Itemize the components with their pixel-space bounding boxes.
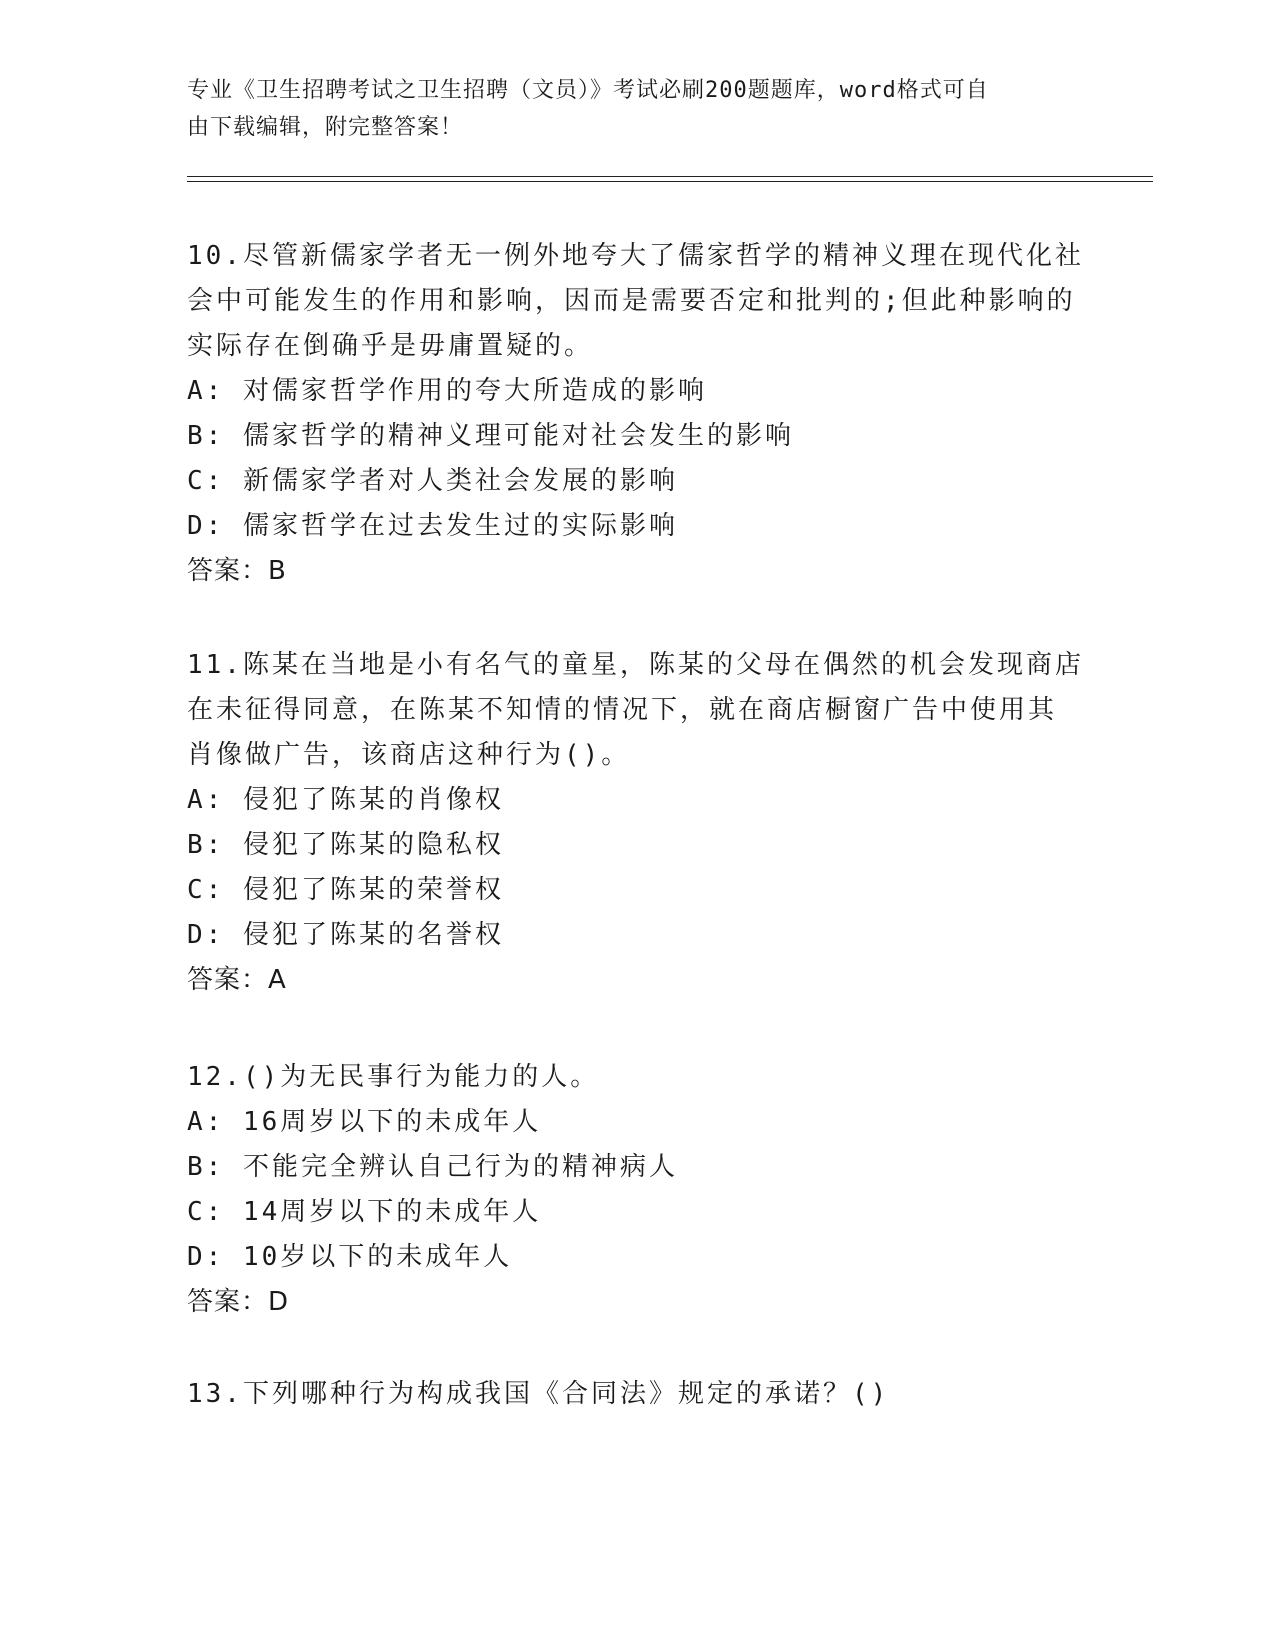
header-divider — [187, 176, 1153, 177]
option-c: C: 侵犯了陈某的荣誉权 — [187, 875, 504, 905]
answer-line: 答案：A — [187, 965, 287, 995]
option-c: C: 新儒家学者对人类社会发展的影响 — [187, 466, 678, 496]
header-line: 专业《卫生招聘考试之卫生招聘（文员）》考试必刷200题题库，word格式可自 — [187, 78, 989, 103]
question-stem-line: 12.()为无民事行为能力的人。 — [187, 1062, 600, 1092]
option-b: B: 儒家哲学的精神义理可能对社会发生的影响 — [187, 421, 794, 451]
header-divider — [187, 181, 1153, 182]
option-c: C: 14周岁以下的未成年人 — [187, 1197, 542, 1227]
question-stem-line: 实际存在倒确乎是毋庸置疑的。 — [187, 331, 594, 361]
option-d: D: 10岁以下的未成年人 — [187, 1242, 513, 1272]
question-stem-line: 会中可能发生的作用和影响，因而是需要否定和批判的;但此种影响的 — [187, 286, 1076, 316]
option-a: A: 对儒家哲学作用的夸大所造成的影响 — [187, 376, 707, 406]
document-header — [187, 72, 1087, 146]
option-b: B: 侵犯了陈某的隐私权 — [187, 830, 504, 860]
question-11 — [187, 643, 1087, 1003]
option-b: B: 不能完全辨认自己行为的精神病人 — [187, 1152, 678, 1182]
question-stem-line: 在未征得同意，在陈某不知情的情况下，就在商店橱窗广告中使用其 — [187, 695, 1058, 725]
question-10 — [187, 234, 1087, 594]
question-12 — [187, 1055, 1087, 1325]
question-stem-line: 肖像做广告，该商店这种行为()。 — [187, 740, 631, 770]
question-stem-line: 13.下列哪种行为构成我国《合同法》规定的承诺？() — [187, 1379, 890, 1409]
option-a: A: 侵犯了陈某的肖像权 — [187, 785, 504, 815]
answer-line: 答案：B — [187, 556, 287, 586]
question-stem-line: 10.尽管新儒家学者无一例外地夸大了儒家哲学的精神义理在现代化社 — [187, 241, 1084, 271]
header-line: 由下载编辑，附完整答案！ — [187, 115, 464, 140]
option-a: A: 16周岁以下的未成年人 — [187, 1107, 542, 1137]
question-stem-line: 11.陈某在当地是小有名气的童星，陈某的父母在偶然的机会发现商店 — [187, 650, 1084, 680]
option-d: D: 儒家哲学在过去发生过的实际影响 — [187, 511, 678, 541]
answer-line: 答案：D — [187, 1287, 290, 1317]
option-d: D: 侵犯了陈某的名誉权 — [187, 920, 504, 950]
question-13 — [187, 1372, 1087, 1417]
